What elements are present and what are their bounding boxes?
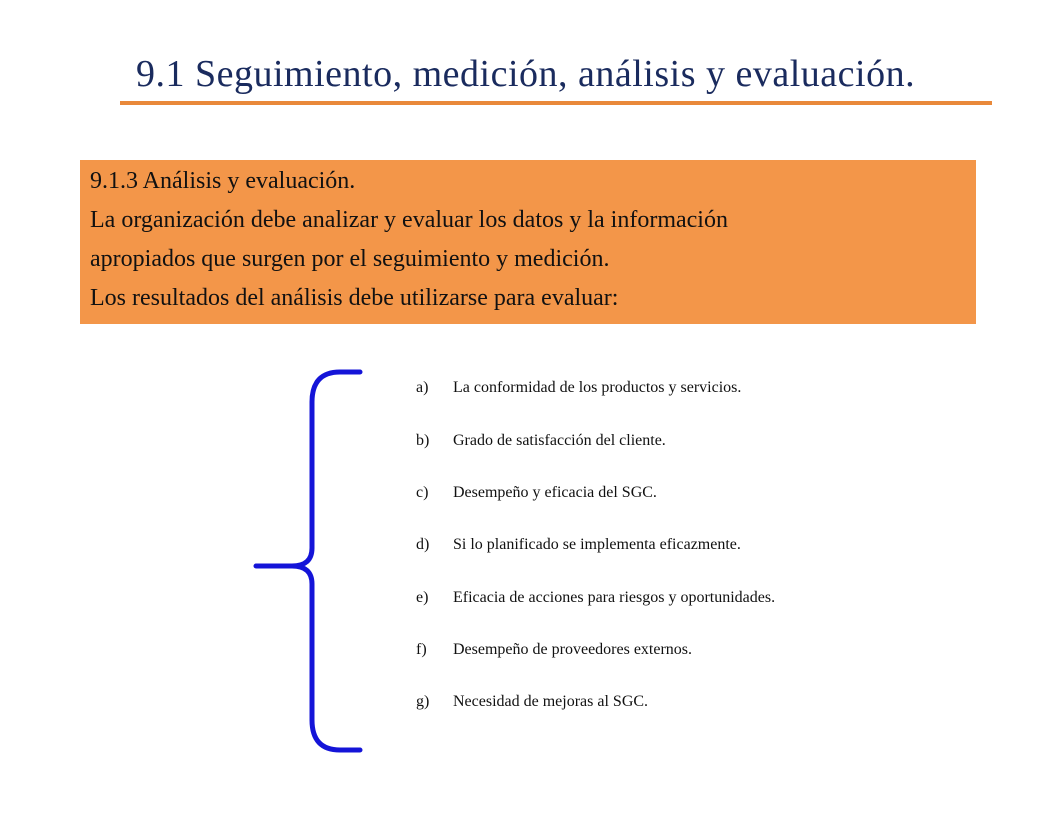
box-text-line-2: apropiados que surgen por el seguimiento y medición. bbox=[90, 246, 610, 272]
list-marker: b) bbox=[416, 432, 430, 449]
list-item-text: Desempeño y eficacia del SGC. bbox=[453, 484, 657, 501]
box-heading: 9.1.3 Análisis y evaluación. bbox=[90, 168, 356, 194]
slide-title: 9.1 Seguimiento, medición, análisis y evaluación. bbox=[136, 53, 916, 95]
list-item-text: Eficacia de acciones para riesgos y oportunidades. bbox=[453, 589, 776, 606]
list-marker: g) bbox=[416, 693, 430, 710]
list-marker: c) bbox=[416, 484, 429, 501]
list-item-text: Si lo planificado se implementa eficazmente. bbox=[453, 536, 741, 553]
list-item-text: Necesidad de mejoras al SGC. bbox=[453, 693, 649, 710]
list-item-text: Grado de satisfacción del cliente. bbox=[453, 432, 666, 449]
list-item-text: Desempeño de proveedores externos. bbox=[453, 641, 693, 658]
title-underline bbox=[120, 101, 992, 105]
curly-brace-icon bbox=[250, 368, 370, 758]
list-marker: f) bbox=[416, 641, 427, 658]
list-item-text: La conformidad de los productos y servicios. bbox=[453, 379, 742, 396]
list-marker: d) bbox=[416, 536, 430, 553]
list-marker: e) bbox=[416, 589, 429, 606]
box-text-line-3: Los resultados del análisis debe utilizarse para evaluar: bbox=[90, 285, 619, 311]
list-marker: a) bbox=[416, 379, 429, 396]
box-text-line-1: La organización debe analizar y evaluar los datos y la información bbox=[90, 207, 728, 233]
